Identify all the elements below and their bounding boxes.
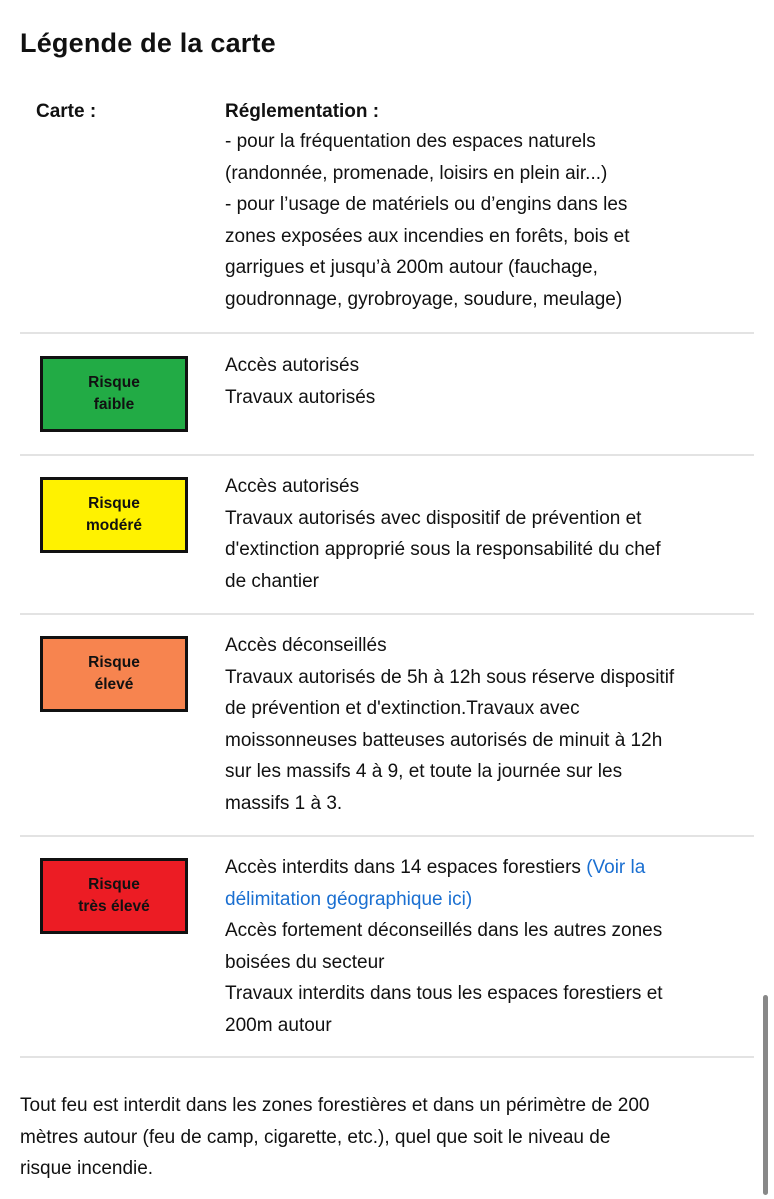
description-line: moissonneuses batteuses autorisés de minuit à 12h [225,729,663,751]
row-description [225,852,755,1041]
description-line: Accès déconseillés [225,635,387,656]
notice-line: mètres autour (feu de camp, cigarette, etc.), quel que soit le niveau de [20,1126,611,1148]
page-title: Légende de la carte [20,28,276,58]
reglementation-column [225,98,755,315]
notice-line: risque incendie. [20,1158,154,1179]
description-line: Travaux autorisés avec dispositif de prévention et [225,507,642,529]
row-separator [20,1056,754,1058]
description-line [225,852,755,884]
description-line: de prévention et d'extinction.Travaux avec [225,698,580,719]
badge-text: Risque [88,495,140,512]
description-line: de chantier [225,570,320,592]
carte-label: Carte : [36,101,97,122]
badge-text: très élevé [78,898,150,915]
description-line: Travaux interdits dans tous les espaces forestiers et [225,983,663,1004]
badge-text: élevé [94,676,134,693]
row-separator [20,835,754,837]
reglementation-label: Réglementation : [225,101,380,122]
risk-badge-eleve [40,636,188,712]
row-separator [20,332,754,334]
carte-column-header [36,98,216,126]
badge-text: Risque [88,654,140,671]
geographic-delimitation-link[interactable]: délimitation géographique ici) [225,888,473,910]
description-line: Travaux autorisés [225,386,376,408]
row-separator [20,613,754,615]
description-line: sur les massifs 4 à 9, et toute la journée sur les [225,761,623,782]
fire-ban-notice [20,1090,754,1185]
badge-text: modéré [86,517,142,534]
row-description [225,630,755,819]
reglementation-line: (randonnée, promenade, loisirs en plein air...) [225,162,608,184]
risk-badge-tres-eleve [40,858,188,934]
description-line: Travaux autorisés de 5h à 12h sous réserve dispositif [225,666,675,688]
description-line [225,884,755,916]
geographic-delimitation-link[interactable]: (Voir la [586,857,646,878]
reglementation-line: garrigues et jusqu’à 200m autour (fauchage, [225,257,598,278]
row-description [225,350,755,413]
reglementation-line: goudronnage, gyrobroyage, soudure, meulage) [225,288,623,310]
notice-line: Tout feu est interdit dans les zones forestières et dans un périmètre de 200 [20,1095,650,1116]
description-line: massifs 1 à 3. [225,792,343,814]
risk-badge-modere [40,477,188,553]
row-separator [20,454,754,456]
badge-text: Risque [88,374,140,391]
risk-badge-faible [40,356,188,432]
description-line: d'extinction approprié sous la responsabilité du chef [225,539,661,560]
reglementation-line: zones exposées aux incendies en forêts, bois et [225,225,630,247]
reglementation-line: - pour la fréquentation des espaces naturels [225,131,596,152]
description-line: Accès autorisés [225,355,360,376]
vertical-scrollbar[interactable] [763,995,768,1195]
description-line: boisées du secteur [225,951,385,973]
description-line: 200m autour [225,1014,332,1036]
description-text: Accès interdits dans 14 espaces forestiers [225,857,587,878]
badge-text: faible [93,396,135,413]
badge-text: Risque [88,876,140,893]
description-line: Accès fortement déconseillés dans les autres zones [225,920,663,941]
row-description [225,471,755,597]
description-line: Accès autorisés [225,476,360,497]
reglementation-line: - pour l’usage de matériels ou d’engins dans les [225,194,628,215]
